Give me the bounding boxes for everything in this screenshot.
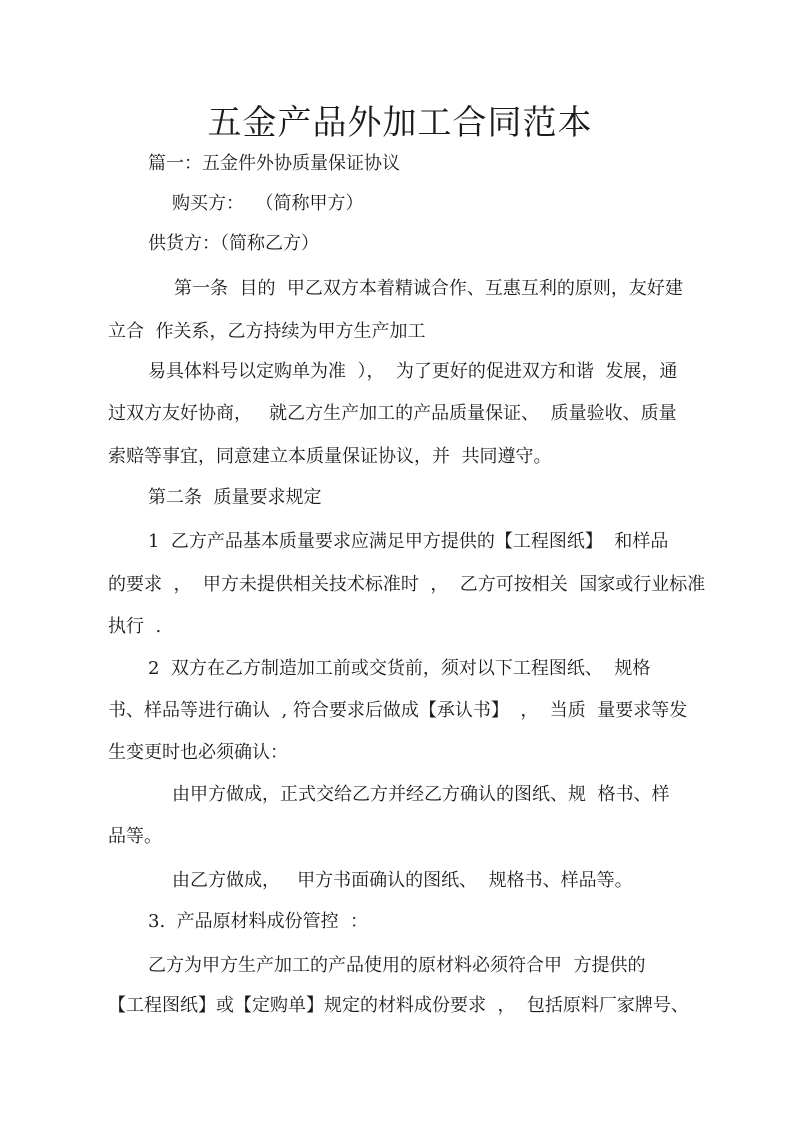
paragraph-line: 生变更时也必须确认：: [108, 742, 288, 763]
paragraph-line: 索赔等事宜，同意建立本质量保证协议，并 共同遵守。: [108, 446, 552, 467]
paragraph-line: 执行 .: [108, 616, 162, 637]
paragraph-line: 第一条 目的 甲乙双方本着精诚合作、互惠互利的原则，友好建: [174, 278, 683, 299]
paragraph-line: 1 乙方产品基本质量要求应满足甲方提供的【工程图纸】 和样品: [148, 531, 669, 552]
paragraph-line: 篇一：五金件外协质量保证协议: [148, 153, 400, 174]
paragraph-line: 由甲方做成，正式交给乙方并经乙方确认的图纸、规 格书、样: [172, 784, 670, 805]
paragraph-line: 3. 产品原材料成份管控 ：: [148, 911, 369, 932]
paragraph-line: 的要求 ， 甲方未提供相关技术标准时 ， 乙方可按相关 国家或行业标准: [108, 574, 706, 595]
paragraph-line: 立合 作关系，乙方持续为甲方生产加工: [108, 321, 426, 342]
paragraph-line: 供货方：（简称乙方）: [148, 233, 319, 254]
paragraph-line: 由乙方做成， 甲方书面确认的图纸、 规格书、样品等。: [172, 870, 633, 891]
paragraph-line: 品等。: [108, 826, 162, 847]
paragraph-line: 2 双方在乙方制造加工前或交货前，须对以下工程图纸、 规格: [148, 658, 651, 679]
paragraph-line: 书、样品等进行确认 , 符合要求后做成【承认书】 ， 当质 量要求等发: [108, 700, 688, 721]
paragraph-line: 易具体料号以定购单为准 ）， 为了更好的促进双方和谐 发展，通: [148, 361, 678, 382]
paragraph-line: 第二条 质量要求规定: [148, 487, 322, 508]
document-title: 五金产品外加工合同范本: [207, 103, 593, 143]
paragraph-line: 【工程图纸】或【定购单】规定的材料成份要求 ， 包括原料厂家牌号、: [108, 995, 689, 1016]
paragraph-line: 过双方友好协商， 就乙方生产加工的产品质量保证、 质量验收、质量: [108, 403, 677, 424]
paragraph-line: 乙方为甲方生产加工的产品使用的原材料必须符合甲 方提供的: [148, 955, 646, 976]
paragraph-line: 购买方： （简称甲方）: [172, 193, 364, 214]
